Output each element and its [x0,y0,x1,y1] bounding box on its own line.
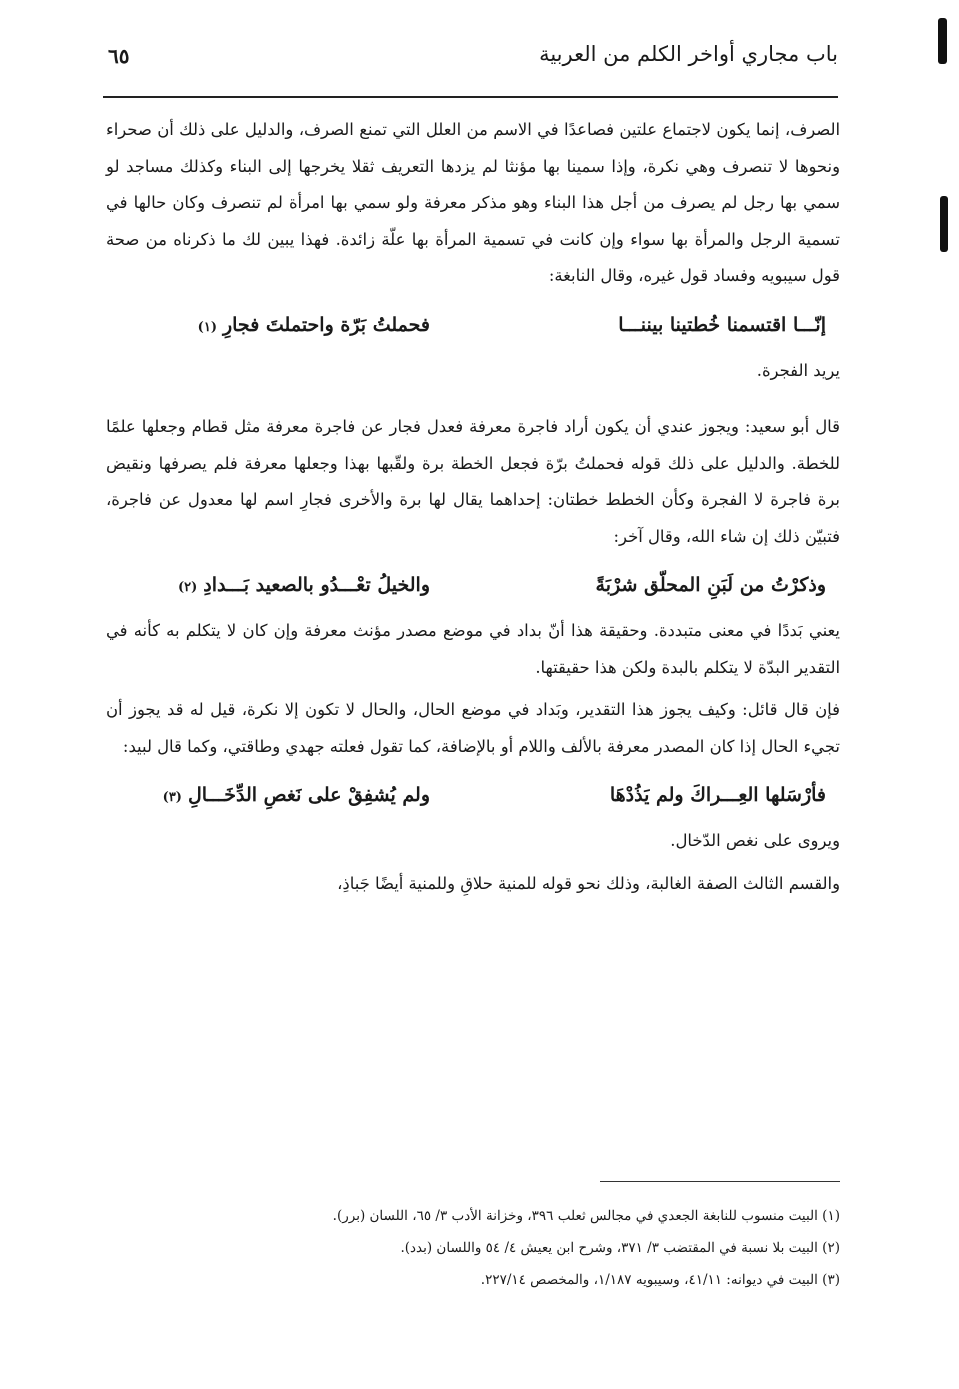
verse-second-hemistich [163,777,430,817]
scan-edge-mark [938,18,947,64]
footnote-divider [600,1181,840,1182]
paragraph: قال أبو سعيد: ويجوز عندي أن يكون أراد فاجرة معرفة فعدل فجار عن فاجرة معرفة مثل قطام وجعلها علمًا للخطة. والدليل على ذلك قوله فحملتُ برّة فجعل الخطة برة ولقّبها بهذا وجعلها معرفة فلم يصرفها ونقيض برة فاجرة لا الفجرة وكأن الخطط خطتان: إحداهما يقال لها برة والأخرى فجارِ اسم لها معدول عن فاجرة، فتبيّن ذلك إن شاء الله، وقال آخر: [106,417,840,546]
verse-line [106,303,840,349]
footnote-reference: (١) [197,319,217,335]
verse-first-hemistich: إنّـــا اقتسمنا خُطتينا بيننـــا [618,313,826,336]
footnote: (٢) البيت بلا نسبة في المقتضب ٣/ ٣٧١، وشرح ابن يعيش ٤/ ٥٤ واللسان (بدد). [400,1240,840,1256]
verse-second-hemistich-text: والخيلُ تعْـــدُو بالصعيد بَـــدادِ [203,574,430,596]
footnote-reference: (٣) [162,790,182,805]
verse-line [106,773,840,819]
main-text [106,112,840,902]
footnotes [110,1200,840,1296]
paragraph: ويروى على نغص الدّخال. [670,831,840,850]
header-divider [103,96,838,98]
running-title: باب مجاري أواخر الكلم من العربية [539,42,838,66]
footnote: (٣) البيت في ديوانه: ٤١/١١، وسيبويه ١/١٨٧، والمخصص ٢٢٧/١٤. [480,1272,840,1288]
footnote-reference: (٢) [178,580,198,595]
verse-second-hemistich-text: فحملتُ بَرّة واحتملتَ فجارِ [222,313,430,336]
page-number: ٦٥ [108,44,130,68]
verse-second-hemistich-text: ولم يُشفِقْ على نَغصِ الدِّخَـــالِ [187,784,430,806]
paragraph: والقسم الثالث الصفة الغالبة، وذلك نحو قوله للمنية حلاقِ وللمنية أيضًا جَباذِ، [337,873,840,893]
verse-second-hemistich [198,307,430,347]
verse-line [106,563,840,609]
paragraph: فإن قال قائل: وكيف يجوز هذا التقدير، وبَداد في موضع الحال، والحال لا تكون إلا نكرة، قيل له قد يجوز أن تجيء الحال إذا كان المصدر معرفة بالألف واللام أو بالإضافة، كما تقول فعلته جهدي وطاقتي، وكما قال لبيد: [106,700,840,756]
scan-edge-mark [940,196,948,252]
paragraph: يريد الفجرة. [756,360,840,380]
footnote: (١) البيت منسوب للنابغة الجعدي في مجالس ثعلب ٣٩٦، وخزانة الأدب ٣/ ٦٥، اللسان (برر). [332,1208,840,1224]
verse-first-hemistich: فأرْسَلها العِـــراكَ ولم يَذُدْهَا [609,784,826,806]
paragraph: يعني بَددًا في معنى متبددة. وحقيقة هذا أنّ بداد في موضع مصدر مؤنث معرفة وإن كان لا يتكلم به كأنه في التقدير البدّة لا يتكلم بالبدة ولكن هذا حقيقتها. [106,621,840,677]
paragraph: الصرف، إنما يكون لاجتماع علتين فصاعدًا في الاسم من العلل التي تمنع الصرف، والدليل على ذلك أن صحراء ونحوها لا تنصرف وهي نكرة، وإذا سمينا بها مؤنثا لم يزدها التعريف ثقلا يخرجها إلى البناء وكذلك مساجد لو سمي بها رجل لم يصرف من أجل هذا البناء وهو مذكر معرفة ولو سمي بها امرأة لم تنصرف وكان حالها في تسمية الرجل والمرأة بها سواء وإن كانت في تسمية المرأة بها علّة زائدة. فهذا يبين لك ما ذكرناه من صحة قول سيبويه وفساد قول غيره، وقال النابغة: [106,120,840,285]
page-header [108,42,838,82]
verse-first-hemistich: وذكرْتُ من لَبَنِ المحلّق شرْبَةً [595,574,826,596]
verse-second-hemistich [178,567,430,607]
